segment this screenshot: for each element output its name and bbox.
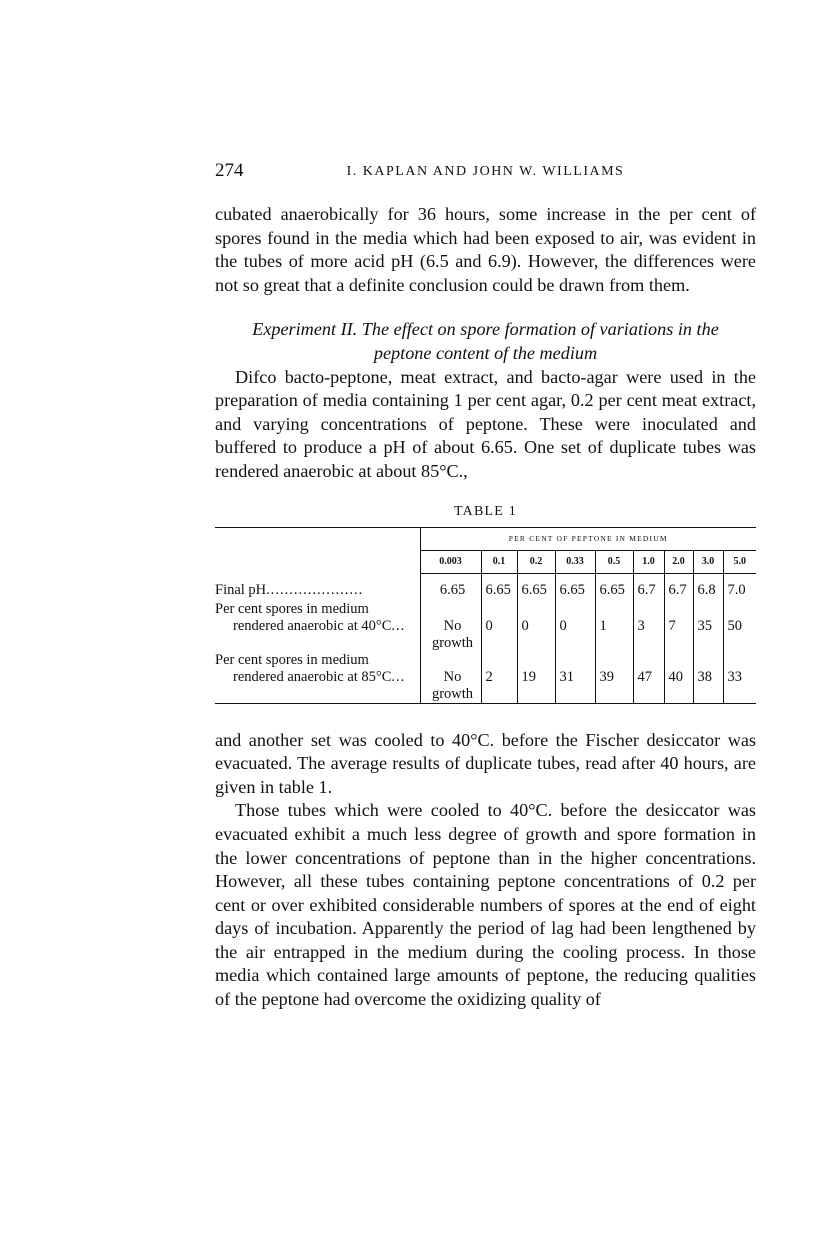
table-cell: 50 [723,601,756,652]
table-row [215,601,756,652]
section-heading [215,318,756,365]
table-cell: 0 [555,601,595,652]
table-cell: 31 [555,652,595,704]
table-row [215,652,756,704]
row-label-line-2 [215,669,416,686]
table-cell: No growth [420,652,481,704]
table-body [215,573,756,703]
row-label-text: Per cent spores in medium [215,651,369,668]
row-label-text: Per cent spores in medium [215,600,369,617]
table-spanner-header: PER CENT OF PEPTONE IN MEDIUM [420,527,756,550]
table-cell: 6.65 [481,582,517,601]
section-heading-line-1: Experiment II. The effect on spore formation of variations in the [252,319,719,340]
column-header: 0.003 [420,550,481,573]
table-row [215,582,756,601]
column-header: 0.2 [517,550,555,573]
table-cell: 47 [633,652,664,704]
row-label-line-1 [215,601,416,618]
table-cell: No growth [420,601,481,652]
row-label-line-2 [215,618,416,635]
column-header: 0.1 [481,550,517,573]
page [215,150,756,1012]
table-cell: 7.0 [723,582,756,601]
running-head: I. KAPLAN AND JOHN W. WILLIAMS [346,164,625,179]
paragraph-results: and another set was cooled to 40°C. before the Fischer desiccator was evacuated. The average results of duplicate tubes, read after 40 hours, are given in table 1. [215,729,756,797]
paragraph-continuation: cubated anaerobically for 36 hours, some increase in the per cent of spores found in the media which had been exposed to air, was evident in the tubes of more acid pH (6.5 and 6.9). However, the differences were not so great that a definite conclusion could be drawn from them. [215,204,756,295]
table-cell: 7 [664,601,693,652]
table-cell: 39 [595,652,633,704]
table-cell: 19 [517,652,555,704]
paragraph-discussion: Those tubes which were cooled to 40°C. before the desiccator was evacuated exhibit a much less degree of growth and spore formation in the lower concentrations of peptone than in the higher concentrations. However, all these tubes containing peptone concentrations of 0.2 per cent or over exhibited considerable numbers of spores at the end of eight days of incubation. Apparently the period of lag had been lengthened by the air entrapped in the medium during the cooling process. In those media which contained large amounts of peptone, the reducing qualities of the peptone had overcome the oxidizing quality of [215,800,756,1010]
table-cell: 3 [633,601,664,652]
table-cell: 0 [517,601,555,652]
row-label [215,652,420,704]
page-header [215,150,756,180]
table-cell: 0 [481,601,517,652]
table-cell: 6.65 [420,582,481,601]
column-header: 1.0 [633,550,664,573]
leader-dots: ... [391,668,406,685]
row-label [215,582,420,601]
table-spacer-row [215,573,756,582]
column-header: 5.0 [723,550,756,573]
table-cell: 6.65 [555,582,595,601]
row-label-text-2: rendered anaerobic at 85°C [233,668,392,685]
table-title: TABLE 1 [454,503,517,519]
table-cell: 40 [664,652,693,704]
table-cell: 2 [481,652,517,704]
leader-dots: ..................... [266,581,364,598]
table-stub-header [215,527,420,573]
paragraph-methods: Difco bacto-peptone, meat extract, and bacto-agar were used in the preparation of media containing 1 per cent agar, 0.2 per cent meat extract, and varying concentrations of peptone. These were inoculated and buffered to produce a pH of about 6.65. One set of duplicate tubes was rendered anaerobic at about 85°C., [215,366,756,481]
table-cell: 1 [595,601,633,652]
row-label [215,601,420,652]
row-label-text-2: rendered anaerobic at 40°C [233,617,392,634]
table-cell: 33 [723,652,756,704]
table-cell: 38 [693,652,723,704]
table-cell: 6.7 [664,582,693,601]
leader-dots: ... [391,617,406,634]
row-label-line-1 [215,652,416,669]
table-cell: 6.8 [693,582,723,601]
row-label-line-1 [215,582,416,599]
row-label-text: Final pH [215,581,267,598]
column-header: 0.33 [555,550,595,573]
table-cell: 6.7 [633,582,664,601]
data-table [215,527,756,704]
section-heading-line-2: peptone content of the medium [373,342,598,363]
column-header: 2.0 [664,550,693,573]
page-number: 274 [215,160,244,181]
table-cell: 35 [693,601,723,652]
table-cell: 6.65 [517,582,555,601]
column-header: 3.0 [693,550,723,573]
column-header: 0.5 [595,550,633,573]
table-cell: 6.65 [595,582,633,601]
